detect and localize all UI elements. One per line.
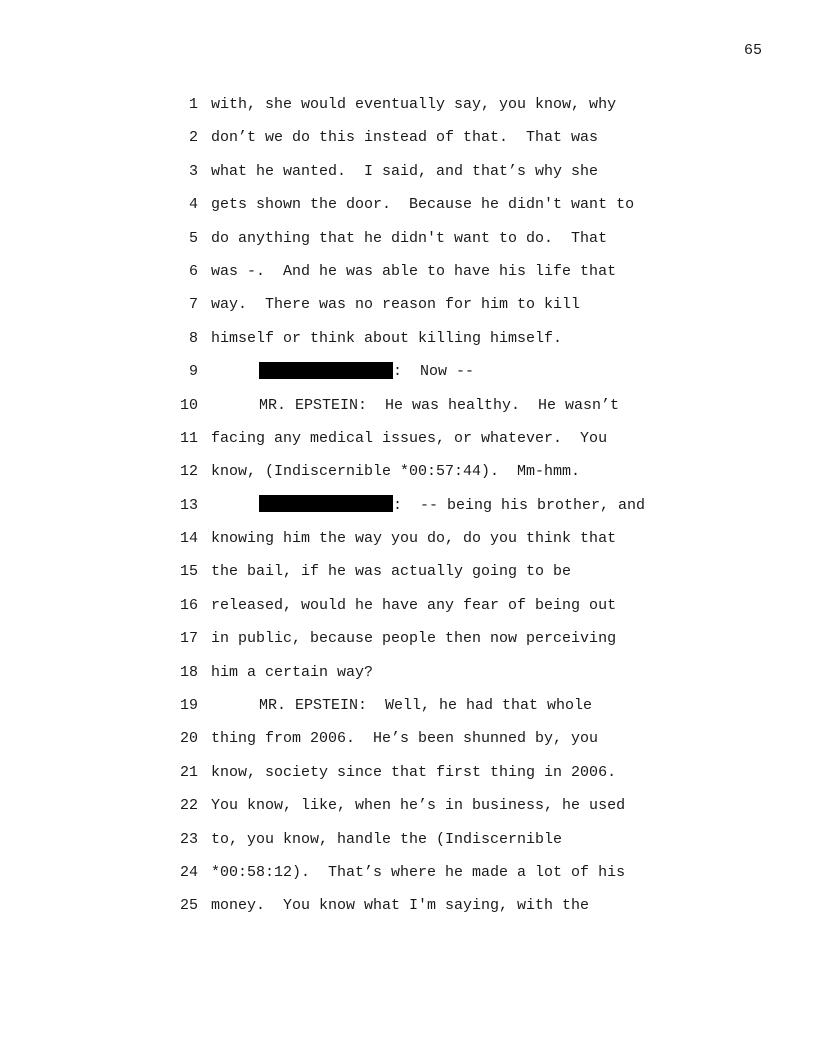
line-text: to, you know, handle the (Indiscernible [211, 830, 563, 848]
line-number: 4 [188, 196, 198, 214]
line-text: him a certain way? [211, 663, 374, 681]
line-number: 16 [179, 596, 198, 614]
line-text: MR. EPSTEIN: He was healthy. He wasn’t [259, 396, 620, 414]
transcript-line [170, 823, 730, 856]
line-text: do anything that he didn't want to do. That [211, 229, 608, 247]
line-number: 15 [179, 563, 198, 581]
line-text: what he wanted. I said, and that’s why she [211, 162, 599, 180]
transcript-line [170, 88, 730, 121]
line-text: : Now -- [393, 363, 475, 381]
line-text: with, she would eventually say, you know, why [211, 96, 617, 113]
line-text: *00:58:12). That’s where he made a lot of his [211, 863, 626, 881]
transcript-line [170, 722, 730, 755]
line-text: knowing him the way you do, do you think that [211, 530, 617, 548]
transcript-line [170, 422, 730, 455]
line-number: 1 [188, 96, 198, 113]
transcript-line [170, 322, 730, 355]
line-text: You know, like, when he’s in business, he used [211, 797, 626, 815]
transcript-line [170, 756, 730, 789]
line-number: 25 [179, 897, 198, 915]
line-number: 9 [188, 363, 198, 381]
transcript-line [170, 789, 730, 822]
line-number: 14 [179, 530, 198, 548]
line-text: MR. EPSTEIN: Well, he had that whole [259, 697, 593, 715]
transcript-line [170, 522, 730, 555]
line-number: 24 [179, 863, 198, 881]
line-number: 23 [179, 830, 198, 848]
line-text: thing from 2006. He’s been shunned by, you [211, 730, 599, 748]
line-number: 19 [179, 697, 198, 715]
redaction-box [259, 362, 393, 379]
line-number: 10 [179, 396, 198, 414]
transcript-line [170, 555, 730, 588]
line-number: 6 [188, 262, 198, 280]
line-text: was -. And he was able to have his life that [211, 262, 617, 280]
line-number: 21 [179, 763, 198, 781]
transcript-line [170, 889, 730, 922]
transcript-line [170, 188, 730, 221]
page-number: 65 [743, 42, 762, 59]
transcript-line [170, 656, 730, 689]
line-number: 13 [179, 496, 198, 514]
line-number: 18 [179, 663, 198, 681]
transcript-line [170, 856, 730, 889]
transcript-line [170, 389, 730, 422]
redaction-box [259, 495, 393, 512]
line-text: released, would he have any fear of being out [211, 596, 617, 614]
transcript-line [170, 689, 730, 722]
transcript-line [170, 589, 730, 622]
line-text: gets shown the door. Because he didn't want to [211, 196, 635, 214]
line-text: facing any medical issues, or whatever. You [211, 429, 608, 447]
line-text: don’t we do this instead of that. That was [211, 129, 599, 147]
line-text: in public, because people then now perceiving [211, 630, 617, 648]
line-number: 20 [179, 730, 198, 748]
transcript-line [170, 622, 730, 655]
line-number: 17 [179, 630, 198, 648]
line-number: 3 [188, 162, 198, 180]
line-text: know, society since that first thing in 2006. [211, 763, 617, 781]
transcript-line [170, 255, 730, 288]
line-number: 7 [188, 296, 198, 314]
transcript-line [170, 121, 730, 154]
line-number: 8 [188, 329, 198, 347]
line-text: : -- being his brother, and [393, 496, 646, 514]
line-text: the bail, if he was actually going to be [211, 563, 572, 581]
line-number: 22 [179, 797, 198, 815]
transcript-line [170, 489, 730, 522]
line-number: 11 [179, 429, 198, 447]
line-number: 2 [188, 129, 198, 147]
line-number: 12 [179, 463, 198, 481]
line-number: 5 [188, 229, 198, 247]
transcript-line [170, 155, 730, 188]
line-text: way. There was no reason for him to kill [211, 296, 581, 314]
transcript-line [170, 222, 730, 255]
transcript-line [170, 355, 730, 388]
line-text: himself or think about killing himself. [211, 329, 563, 347]
line-text: know, (Indiscernible *00:57:44). Mm-hmm. [211, 463, 581, 481]
line-text: money. You know what I'm saying, with the [211, 897, 590, 915]
transcript-line [170, 455, 730, 488]
transcript-line [170, 288, 730, 321]
transcript-body [170, 88, 730, 923]
